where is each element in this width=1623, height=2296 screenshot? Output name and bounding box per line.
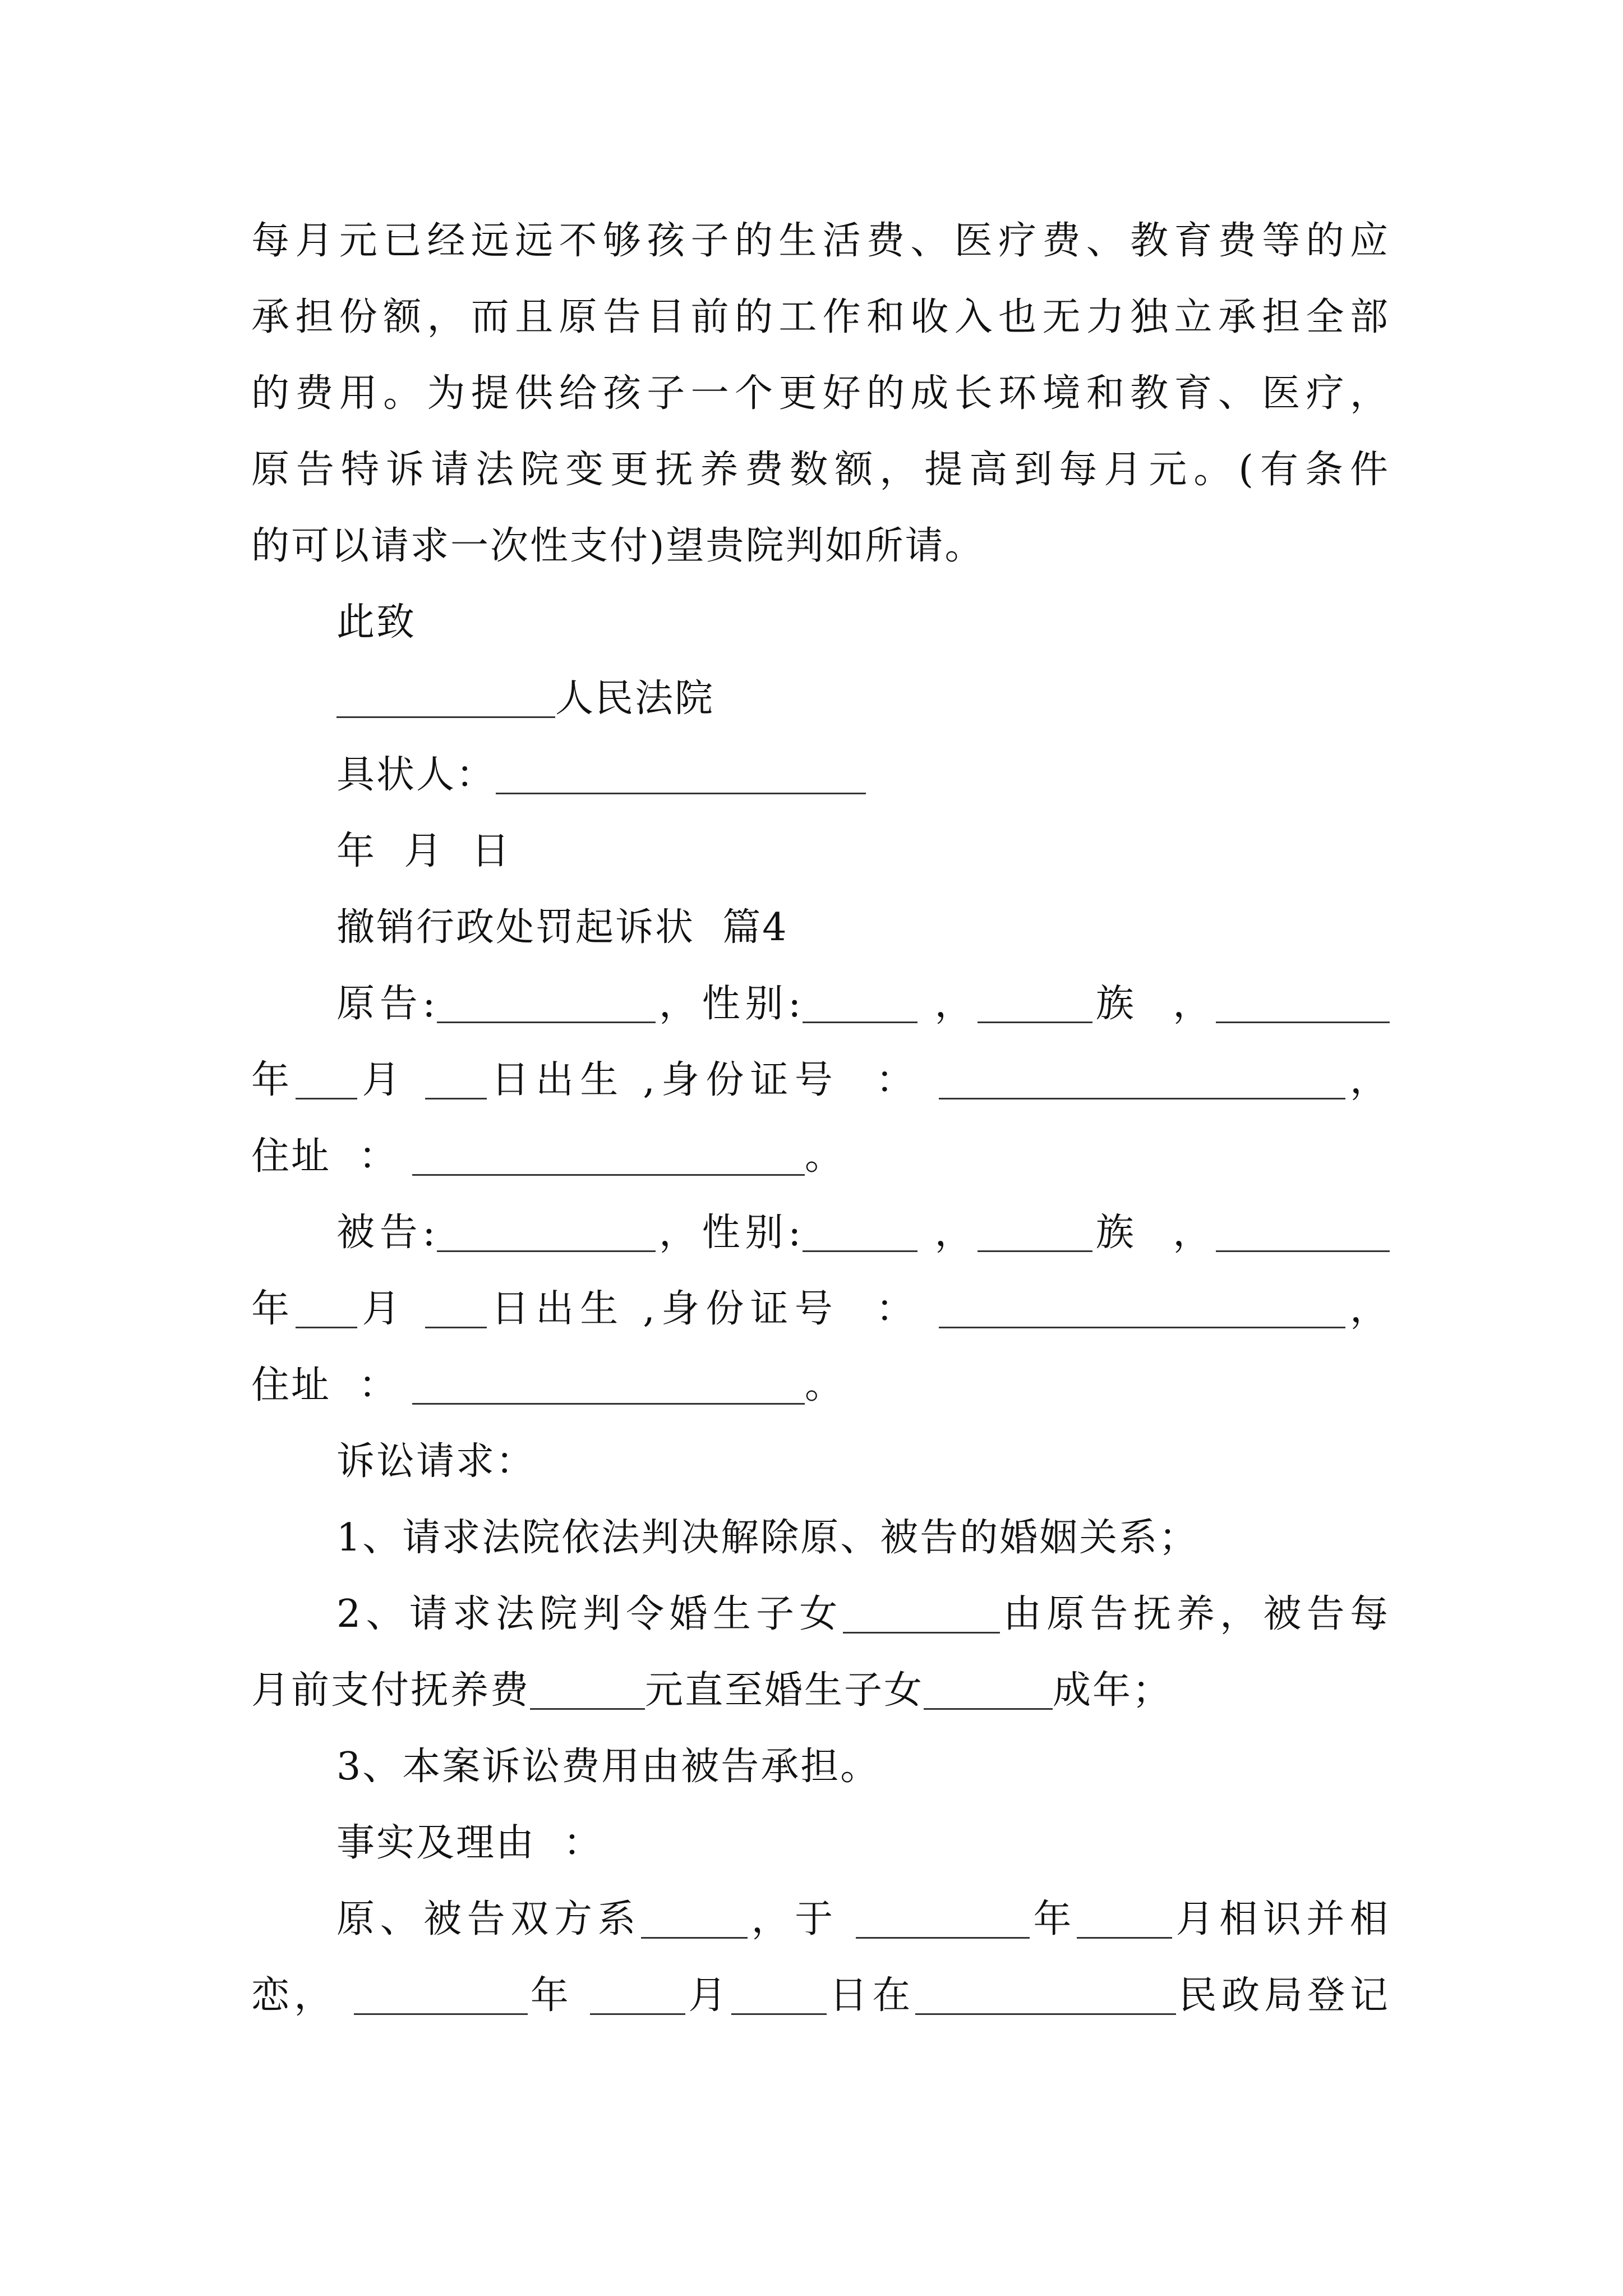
blank [731, 2013, 827, 2015]
facts-text: 年 [1029, 1897, 1077, 1941]
address-blank [412, 1403, 805, 1405]
defendant-label: 被告: [336, 1211, 437, 1255]
body-line: 的可以请求一次性支付)望贵院判如所请。 [251, 524, 985, 568]
blank [803, 1022, 917, 1023]
gender-label: ，性别: [656, 982, 803, 1026]
month-label: 月 [357, 1058, 407, 1102]
blank [296, 1098, 357, 1099]
court-name-blank [336, 716, 555, 718]
address-label: 住址 ： [251, 1134, 399, 1179]
blank [1216, 1022, 1390, 1023]
facts-text: 年 [527, 1973, 574, 2018]
facts-line [251, 1881, 1390, 1958]
period: 。 [804, 1134, 845, 1179]
facts-text: 民政局登记 [1175, 1973, 1390, 2018]
court-line [251, 661, 1390, 737]
comma: ， [1345, 1287, 1390, 1331]
blank [978, 1022, 1092, 1023]
claims-heading: 诉讼请求： [336, 1439, 536, 1484]
gender-label: ，性别: [656, 1211, 803, 1255]
defendant-line [251, 1195, 1390, 1271]
facts-text: 日在 [826, 1973, 915, 2018]
defendant-birth-line [251, 1271, 1390, 1347]
bureau-blank [915, 2013, 1176, 2015]
document-page [251, 203, 1390, 2034]
year-label: 年 [251, 1058, 296, 1102]
facts-heading: 事实及理由 ： [336, 1821, 603, 1865]
blank [641, 1937, 748, 1939]
claim-text: 2、请求法院判令婚生子女 [336, 1592, 843, 1636]
blank [437, 1022, 656, 1023]
month-label: 月 [357, 1287, 407, 1331]
address-label: 住址 ： [251, 1363, 399, 1407]
salutation: 此致 [336, 600, 417, 645]
plaintiff-label: 原告: [336, 982, 437, 1026]
signer-line [251, 737, 1390, 813]
body-line: 的费用。为提供给孩子一个更好的成长环境和教育、医疗， [251, 371, 1390, 416]
body-line: 承担份额，而且原告目前的工作和收入也无力独立承担全部 [251, 295, 1390, 339]
facts-text: 恋， [251, 1973, 337, 2018]
address-blank [412, 1174, 805, 1176]
amount-blank [530, 1708, 645, 1710]
facts-text: 原、被告双方系 [336, 1897, 642, 1941]
signer-label: 具状人： [336, 753, 496, 797]
plaintiff-birth-line [251, 1042, 1390, 1119]
date-line: 年 月 日 [336, 829, 511, 873]
facts-text: ，于 [748, 1897, 838, 1941]
comma: ， [934, 982, 978, 1026]
signer-blank [496, 793, 866, 794]
blank [437, 1250, 656, 1252]
body-line: 原告特诉请法院变更抚养费数额，提高到每月元。(有条件 [251, 448, 1390, 492]
blank [425, 1098, 487, 1099]
blank [1216, 1250, 1390, 1252]
id-blank [939, 1098, 1345, 1099]
facts-text: 月相识并相 [1172, 1897, 1390, 1941]
claim-item-1: 1、请求法院依法判决解除原、被告的婚姻关系； [336, 1516, 1199, 1560]
court-suffix: 人民法院 [555, 677, 715, 721]
body-line: 每月元已经远远不够孩子的生活费、医疗费、教育费等的应 [251, 219, 1390, 263]
comma: ， [934, 1211, 978, 1255]
born-label: 日出生 ,身份证号 ： [486, 1058, 920, 1102]
blank [978, 1250, 1092, 1252]
blank [1077, 1937, 1172, 1939]
facts-line [251, 1958, 1390, 2034]
plaintiff-line [251, 966, 1390, 1042]
claim-text: 元直至婚生子女 [645, 1668, 924, 1713]
blank [856, 1937, 1030, 1939]
claim-item-2-cont [251, 1653, 1390, 1729]
claim-text: 月前支付抚养费 [251, 1668, 531, 1713]
comma: ， [1345, 1058, 1390, 1102]
blank [296, 1327, 357, 1328]
facts-text: 月 [685, 1973, 731, 2018]
child-name-blank [924, 1708, 1053, 1710]
claim-item-3: 3、本案诉讼费用由被告承担。 [336, 1745, 880, 1789]
period: 。 [804, 1363, 845, 1407]
claim-text: 成年； [1053, 1668, 1173, 1713]
blank [590, 2013, 685, 2015]
year-label: 年 [251, 1287, 296, 1331]
claim-item-2 [251, 1576, 1390, 1653]
claim-text: 由原告抚养，被告每 [999, 1592, 1390, 1636]
id-blank [939, 1327, 1345, 1328]
defendant-address-line [251, 1347, 1390, 1424]
section-title: 撤销行政处罚起诉状 篇4 [336, 905, 789, 950]
blank [803, 1250, 917, 1252]
ethnicity-label: 族 ， [1092, 1211, 1216, 1255]
blank [354, 2013, 528, 2015]
child-name-blank [843, 1632, 1000, 1634]
born-label: 日出生 ,身份证号 ： [486, 1287, 920, 1331]
ethnicity-label: 族 ， [1092, 982, 1216, 1026]
blank [425, 1327, 487, 1328]
plaintiff-address-line [251, 1119, 1390, 1195]
